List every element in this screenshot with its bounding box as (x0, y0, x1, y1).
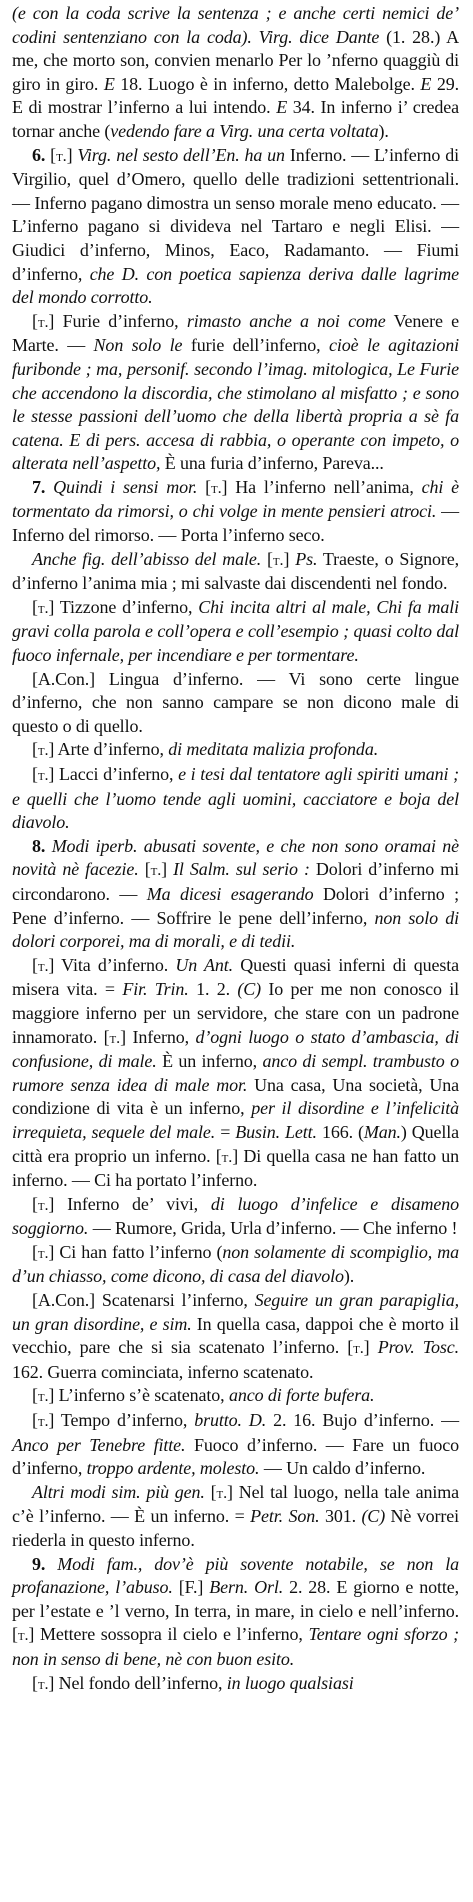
text-run: 34. In inferno i’ credea tornar anche ( (12, 97, 459, 141)
text-run: 301. (319, 1506, 362, 1527)
source-tag: t. (216, 1483, 228, 1502)
dictionary-paragraph (12, 668, 459, 739)
italic-run: Modi fam., dov’è più sovente notabile, se non la profanazione, l’abuso. (12, 1553, 459, 1598)
dictionary-paragraph (12, 835, 459, 954)
italic-run: Il Salm. sul serio : (173, 859, 310, 880)
italic-run: E (103, 73, 115, 94)
source-tag: t. (56, 146, 67, 165)
italic-run: Virg. nel sesto dell’En. ha un (77, 144, 285, 165)
source-tag: t. (211, 478, 222, 497)
text-run: ] (161, 859, 174, 880)
source-tag: t. (17, 1626, 29, 1645)
dictionary-paragraph (12, 476, 459, 548)
text-run: [ (32, 1672, 38, 1693)
italic-run: Quindi i sensi mor. (53, 476, 198, 497)
section-number: 6. (32, 144, 46, 165)
text-run: ] Vita d’inferno. (48, 954, 176, 975)
italic-run: Tentare ogni sforzo ; non in senso di bene, nè con buon esito. (12, 1624, 459, 1669)
italic-run: Un Ant. (175, 954, 234, 975)
italic-run: Ma dicesi esagerando (146, 883, 314, 904)
text-run: Una casa, Una società, Una condizione di vita è un inferno, (12, 1074, 459, 1119)
italic-run: di luogo d’infelice e disameno soggiorno. (12, 1193, 459, 1239)
text-run: ] Furie d’inferno, (48, 310, 187, 331)
text-run: ] Ci han fatto l’inferno ( (48, 1241, 223, 1262)
dictionary-paragraph (12, 2, 459, 144)
italic-run: (C) (237, 979, 261, 1000)
source-tag: t. (221, 1147, 233, 1166)
text-run: 2. 28. E giorno e notte, per l’estate e ’l verno, In terra, in mare, in cielo e nell’inferno. [ (12, 1577, 459, 1645)
text-run: [ (32, 954, 38, 975)
text-run: [ (45, 144, 57, 165)
source-tag: t. (37, 1387, 49, 1406)
italic-run: chi è tormentato da rimorsi, o chi volge in mente pensieri atroci. (12, 476, 459, 522)
text-run: [ (32, 1193, 38, 1214)
italic-run: di meditata malizia profonda. (168, 739, 379, 760)
text-run: [ (32, 1385, 38, 1406)
italic-run: Busin. Lett. (235, 1121, 317, 1142)
italic-run: Anco per Tenebre fitte. (12, 1434, 186, 1455)
italic-run: in luogo qualsiasi (226, 1672, 354, 1693)
italic-run: Anche fig. dell’abisso del male. (32, 548, 262, 569)
dictionary-paragraph (12, 1384, 459, 1409)
text-run: [A.Con.] Scatenarsi l’inferno, (32, 1290, 255, 1311)
text-run: [ (32, 739, 38, 760)
text-run: ) Quella città era proprio un inferno. [ (12, 1121, 460, 1166)
dictionary-paragraph (12, 738, 459, 763)
italic-run: rimasto anche a noi come (186, 310, 386, 331)
source-tag: t. (37, 598, 49, 617)
source-tag: t. (37, 766, 49, 784)
text-run: ] (363, 1337, 378, 1358)
text-run: [ (32, 310, 38, 331)
text-run: Traeste, o Signore, d’inferno l’anima mia ; mi salvaste dai discendenti nel fondo. (12, 548, 459, 594)
italic-run: Non solo le (93, 335, 183, 356)
text-run: ] (283, 548, 296, 569)
text-run: ] Inferno, (120, 1026, 196, 1047)
text-run: ] Mettere sossopra il cielo e l’inferno, (28, 1624, 309, 1645)
dictionary-paragraph (12, 763, 459, 835)
text-run: ] Lacci d’inferno, (48, 764, 179, 784)
text-run: ] L’inferno s’è scatenato, (48, 1385, 229, 1406)
italic-run: per il disordine e l’infelicità irrequieta, sequele del male. (12, 1098, 459, 1142)
source-tag: t. (109, 1028, 121, 1047)
italic-run: Prov. Tosc. (377, 1337, 459, 1358)
italic-run: cioè le agitazioni furibonde ; ma, personif. secondo l’imag. mitologica, Le Furie che accendono la discordia, che stimolano al misfatto ; e sono le stesse passioni dell’uomo che della libertà propria a sè fa catena. E di pers. accesa di rabbia, o operante con impeto, o alterata nell’aspetto, (12, 335, 459, 474)
italic-run: non solo di dolori corporei, ma di morali, e di tedii. (12, 907, 459, 952)
text-run: — Inferno del rimorso. — Porta l’inferno seco. (12, 501, 459, 546)
text-run (45, 477, 53, 497)
dictionary-paragraph (12, 1193, 459, 1241)
source-tag: t. (37, 741, 49, 760)
dictionary-paragraph (12, 1241, 459, 1289)
text-run: In quella casa, dappoi che è morto il vecchio, pare che si sia scatenato l’inferno. [ (12, 1313, 459, 1358)
text-run: ] Nel tal luogo, nella tale anima c’è l’inferno. — È un inferno. = (12, 1481, 459, 1527)
text-run: ). (378, 120, 389, 141)
text-run: ). (343, 1266, 355, 1287)
text-run: [ (197, 476, 212, 497)
text-run: Dolori d’inferno ; Pene d’inferno. — Soffrire le pene dell’inferno, (12, 883, 459, 928)
dictionary-paragraph (12, 1481, 459, 1553)
text-run: Inferno. — L’inferno di Virgilio, quel d’Omero, quello delle tradizioni settentrionali. — Inferno pagano dimostra un senso morale meno educato. — L’inferno pagano si divideva nel Tartaro e negli Elisi. — Giudici d’inferno, Minos, Eaco, Radamanto. — Fiumi d’inferno, (12, 144, 459, 284)
text-run: È un inferno, (156, 1051, 263, 1072)
text-run: È una furia d’inferno, Pareva... (160, 453, 384, 474)
dictionary-paragraph (12, 1553, 459, 1672)
source-tag: t. (272, 550, 284, 569)
text-run: 18. Luogo è in inferno, detto Malebolge. (114, 73, 421, 94)
italic-run: vedendo fare a Virg. una certa voltata (110, 120, 379, 141)
source-tag: t. (37, 1243, 49, 1262)
text-run: ] Tizzone d’inferno, (48, 596, 199, 617)
text-run: [ (32, 1410, 38, 1431)
source-tag: t. (37, 1195, 49, 1214)
dictionary-paragraph (12, 310, 459, 476)
dictionary-paragraph (12, 1289, 459, 1384)
italic-run: Man. (363, 1121, 401, 1142)
italic-run: d’ogni luogo o stato d’ambascia, di confusione, di male. (12, 1026, 459, 1072)
source-tag: t. (37, 312, 49, 331)
text-run: Questi quasi inferni di questa misera vita. = (12, 954, 459, 1000)
text-run: ] Arte d’inferno, (48, 739, 169, 760)
italic-run: Modi iperb. abusati sovente, e che non sono oramai nè novità nè facezie. (12, 835, 460, 880)
dictionary-paragraph (12, 144, 459, 310)
italic-run: E (420, 73, 432, 94)
dictionary-paragraph (12, 1672, 459, 1697)
text-run: [F.] (172, 1577, 210, 1598)
italic-run: anco di forte bufera. (228, 1385, 375, 1406)
source-tag: t. (37, 1674, 49, 1693)
text-run: — Rumore, Grida, Urla d’inferno. — Che inferno ! (88, 1218, 458, 1239)
text-run: Fuoco d’inferno. — Fare un fuoco d’inferno, (12, 1434, 459, 1479)
text-run: [A.Con.] Lingua d’inferno. — Vi sono certe lingue d’inferno, che non sanno campare se non dicono male di questo o di quello. (12, 668, 459, 736)
dictionary-paragraph (12, 596, 459, 668)
text-run: ] Inferno de’ vivi, (48, 1193, 211, 1214)
text-run: Io per me non conosco il maggiore inferno per un servidore, che stare con un padrone innamorato. [ (12, 979, 459, 1047)
text-run: 29. E di mostrar l’inferno a lui intendo. (12, 73, 459, 118)
italic-run: Bern. Orl. (209, 1577, 284, 1598)
italic-run: Chi incita altri al male, Chi fa mali gravi colla parola e coll’opera e coll’esempio ; quasi colto dal fuoco infernale, per incendiare e per tormentare. (12, 596, 459, 666)
text-run: [ (204, 1481, 217, 1502)
italic-run: non solamente di scompiglio, ma d’un chiasso, come dicono, di casa del diavolo (12, 1241, 459, 1287)
text-run: ] Di quella casa ne han fatto un inferno. — Ci ha portato l’inferno. (12, 1145, 459, 1191)
dictionary-paragraph (12, 548, 459, 596)
text-run: = (215, 1121, 236, 1142)
italic-run: (C) (361, 1506, 386, 1527)
text-run: furie dell’inferno, (182, 335, 330, 356)
text-run: ] Nel fondo dell’inferno, (48, 1672, 227, 1693)
italic-run: troppo ardente, molesto. (86, 1458, 260, 1479)
italic-run: Petr. Son. (250, 1506, 320, 1527)
section-number: 7. (32, 476, 46, 497)
text-run: [ (138, 859, 151, 880)
text-run: [ (32, 1241, 38, 1262)
italic-run: Ps. (295, 548, 318, 569)
text-run (45, 1554, 57, 1574)
dictionary-paragraph (12, 954, 459, 1193)
italic-run: Seguire un gran parapiglia, un gran disordine, e sim. (12, 1290, 459, 1334)
italic-run: e i tesi dal tentatore agli spiriti umani ; e quelli che l’uomo tende agli uomini, cacciatore e boja del diavolo. (12, 764, 459, 833)
source-tag: t. (37, 956, 49, 975)
text-run: 2. 16. Bujo d’inferno. — (266, 1410, 459, 1431)
dictionary-paragraph (12, 1409, 459, 1481)
text-run: [ (261, 548, 273, 569)
text-run: Venere e Marte. — (12, 310, 459, 356)
section-number: 9. (32, 1553, 46, 1574)
italic-run: (e con la coda scrive la sentenza ; e anche certi nemici de’ codini sentenziano con la coda). Virg. dice Dante (12, 3, 459, 47)
text-run: Nè vorrei riederla in questo inferno. (12, 1506, 459, 1550)
text-run: 1. 2. (188, 979, 238, 1000)
source-tag: t. (150, 861, 162, 880)
text-run: ] Tempo d’inferno, (48, 1410, 195, 1431)
text-run: (1. 28.) A me, che morto son, convien menarlo Per lo ’nferno quaggiù di giro in giro. (12, 26, 459, 94)
text-run: ] (66, 144, 78, 165)
italic-run: anco di sempl. trambusto o rumore senza idea di male mor. (12, 1051, 459, 1095)
text-run: Dolori d’inferno mi circondarono. — (12, 859, 459, 904)
italic-run: Fir. Trin. (122, 979, 189, 1000)
italic-run: E (276, 97, 288, 118)
italic-run: che D. con poetica sapienza deriva dalle lagrime del mondo corrotto. (12, 263, 459, 308)
section-number: 8. (32, 835, 46, 856)
italic-run: brutto. D. (194, 1410, 267, 1431)
text-run: 162. Guerra cominciata, inferno scatenato. (12, 1361, 314, 1382)
text-run: ] Ha l’inferno nell’anima, (221, 476, 422, 497)
source-tag: t. (37, 1412, 49, 1431)
source-tag: t. (353, 1339, 364, 1358)
text-run: — Un caldo d’inferno. (259, 1458, 426, 1479)
italic-run: Altri modi sim. più gen. (32, 1481, 205, 1502)
text-run: 166. ( (316, 1121, 364, 1142)
text-run: [ (32, 596, 38, 617)
text-run: [ (32, 764, 38, 784)
